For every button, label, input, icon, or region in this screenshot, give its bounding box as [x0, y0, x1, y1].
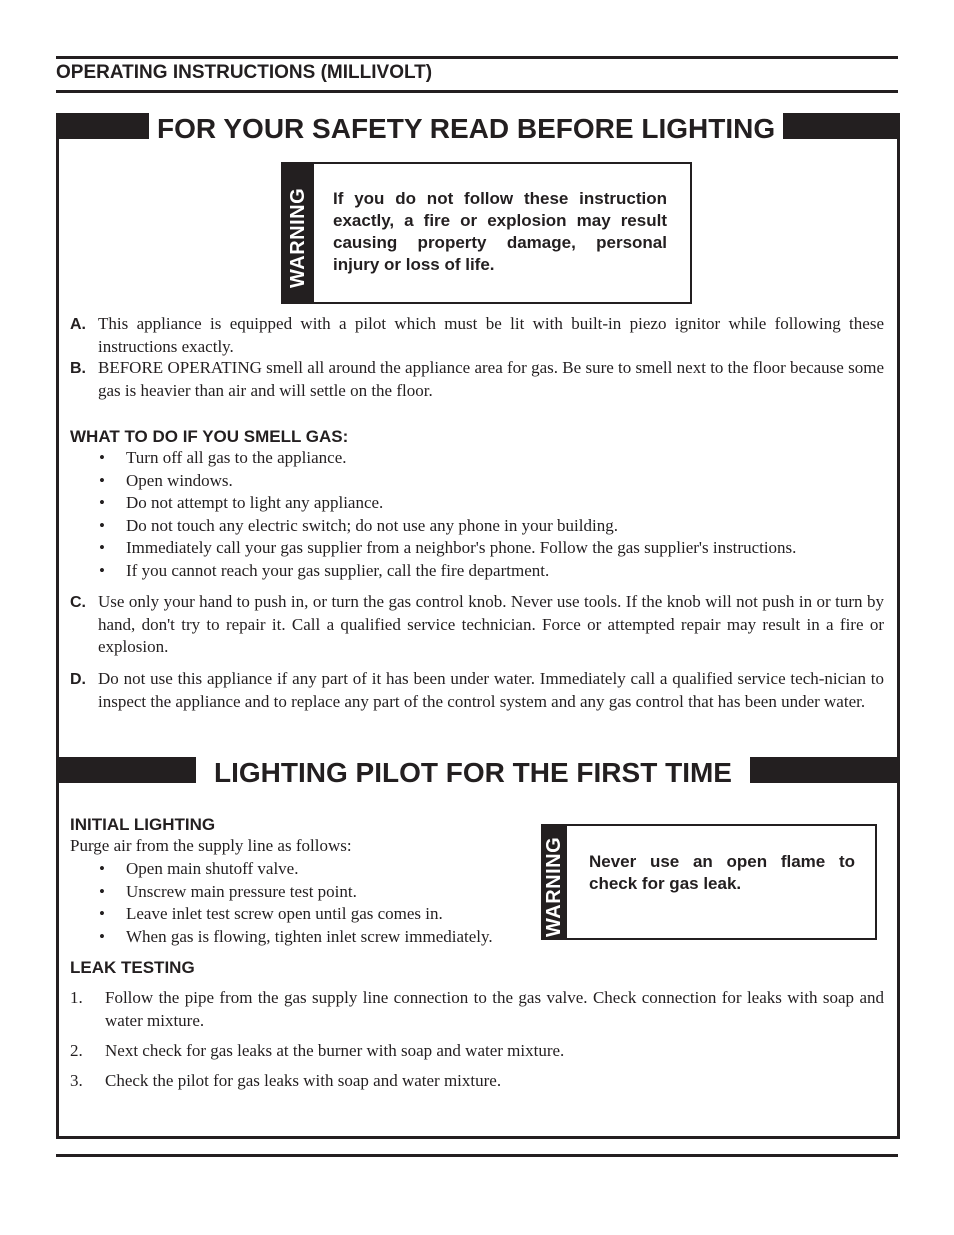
- item-a-letter: A.: [70, 316, 86, 333]
- leak-testing-heading: LEAK TESTING: [70, 958, 195, 977]
- lighting-warning-text: Never use an open flame to check for gas leak.: [589, 852, 855, 893]
- item-a-text: This appliance is equipped with a pilot which must be lit with built-in piezo ignitor while following these instructions exactly.: [98, 314, 884, 356]
- list-item: • Do not touch any electric switch; do not use any phone in your building.: [99, 515, 889, 538]
- top-rule: [56, 56, 898, 59]
- warning-label: WARNING: [543, 836, 565, 937]
- step-2-number: 2.: [70, 1041, 83, 1060]
- initial-lighting-heading: INITIAL LIGHTING: [70, 815, 216, 834]
- lighting-warning-box: [541, 824, 877, 940]
- step-3-text: Check the pilot for gas leaks with soap and water mixture.: [105, 1071, 502, 1090]
- item-b-letter: B.: [70, 360, 86, 377]
- initial-lighting-list: [99, 858, 539, 948]
- step-2-text: Next check for gas leaks at the burner with soap and water mixture.: [105, 1041, 565, 1060]
- list-item: • Leave inlet test screw open until gas comes in.: [99, 903, 539, 926]
- safety-warning-box: [281, 162, 692, 304]
- bottom-rule: [56, 1154, 898, 1157]
- step-1-number: 1.: [70, 988, 83, 1007]
- item-d-letter: D.: [70, 671, 86, 688]
- step-3-number: 3.: [70, 1071, 83, 1090]
- list-item: • When gas is flowing, tighten inlet screw immediately.: [99, 926, 539, 949]
- list-item: • Turn off all gas to the appliance.: [99, 447, 889, 470]
- warning-label: WARNING: [287, 187, 309, 288]
- list-item: • Open windows.: [99, 470, 889, 493]
- page-header-title: OPERATING INSTRUCTIONS (MILLIVOLT): [56, 62, 433, 83]
- safety-warning-text: If you do not follow these instruction exactly, a fire or explosion may result causing property damage, personal injury or loss of life.: [333, 189, 667, 274]
- list-item: • Immediately call your gas supplier from a neighbor's phone. Follow the gas supplier's instructions.: [99, 537, 889, 560]
- item-c-text: Use only your hand to push in, or turn the gas control knob. Never use tools. If the knob will not push in or turn by hand, don't try to repair it. Call a qualified service technician. Force or attempted repair may result in a fire or explosion.: [98, 592, 884, 656]
- item-d-text: Do not use this appliance if any part of it has been under water. Immediately call a qualified service tech-nician to inspect the appliance and to replace any part of the control system and any gas control that has been under water.: [98, 669, 884, 711]
- initial-lighting-intro: Purge air from the supply line as follows:: [70, 836, 352, 855]
- list-item: • Open main shutoff valve.: [99, 858, 539, 881]
- safety-section-title: FOR YOUR SAFETY READ BEFORE LIGHTING: [149, 112, 783, 146]
- list-item: • Unscrew main pressure test point.: [99, 881, 539, 904]
- smell-gas-list: [99, 447, 889, 583]
- smell-gas-heading: WHAT TO DO IF YOU SMELL GAS:: [70, 427, 349, 446]
- list-item: • If you cannot reach your gas supplier, call the fire department.: [99, 560, 889, 583]
- item-c-letter: C.: [70, 594, 86, 611]
- item-b-text: BEFORE OPERATING smell all around the appliance area for gas. Be sure to smell next to the floor because some gas is heavier than air and will settle on the floor.: [98, 358, 884, 400]
- header-underline: [56, 90, 898, 93]
- list-item: • Do not attempt to light any appliance.: [99, 492, 889, 515]
- step-1-text: Follow the pipe from the gas supply line connection to the gas valve. Check connection for leaks with soap and water mixture.: [105, 988, 884, 1030]
- lighting-section-title: LIGHTING PILOT FOR THE FIRST TIME: [196, 756, 750, 790]
